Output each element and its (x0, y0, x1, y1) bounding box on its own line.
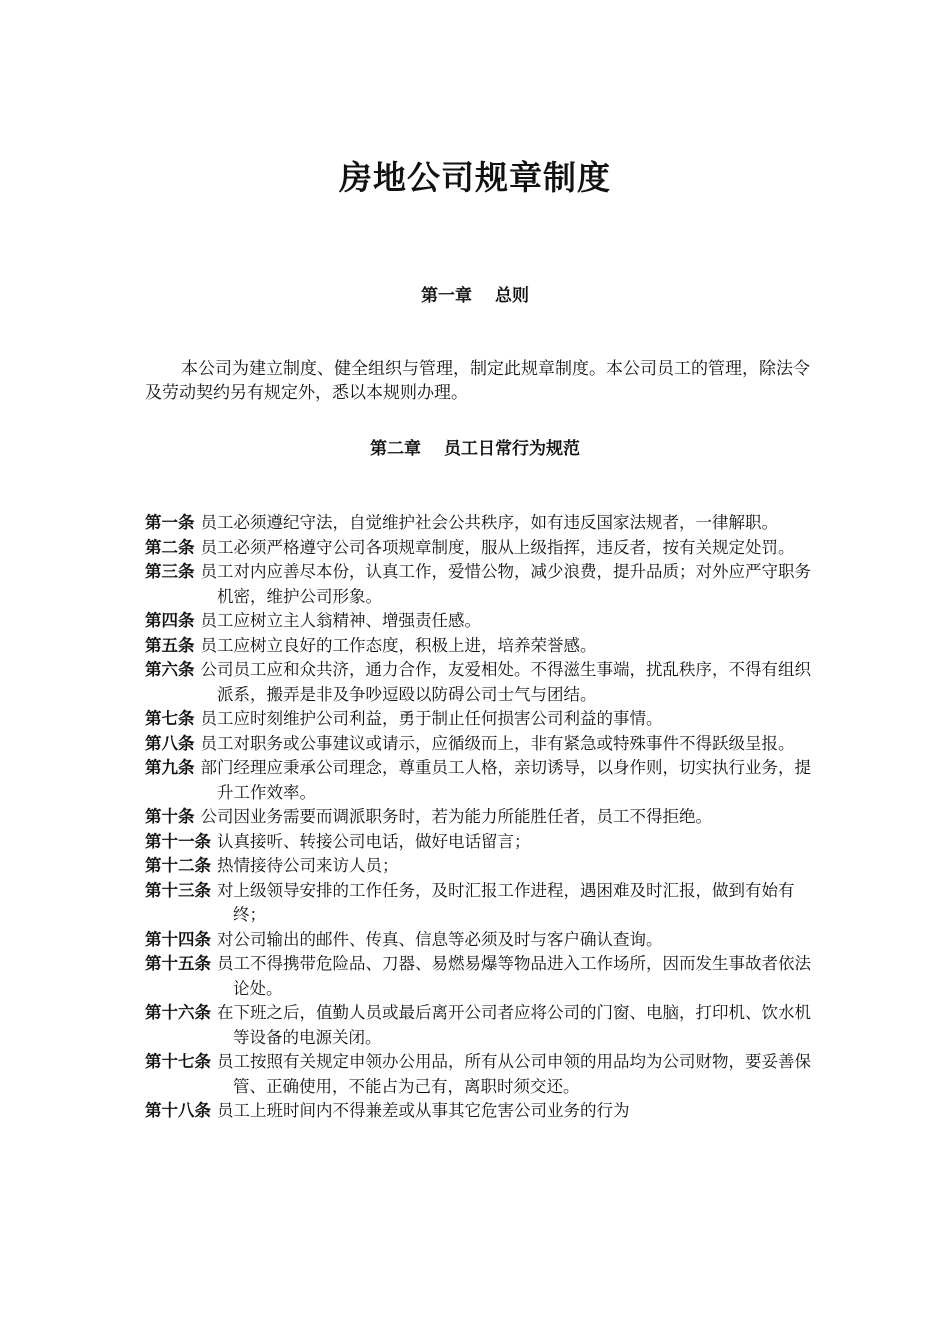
document-title: 房地公司规章制度 (339, 158, 611, 197)
article-label: 第十七条 (145, 1052, 211, 1071)
article-label: 第六条 (145, 660, 195, 679)
article-item (145, 854, 813, 879)
article-text: 热情接待公司来访人员； (217, 856, 399, 875)
article-text: 员工按照有关规定申领办公用品，所有从公司申领的用品均为公司财物，要妥善保管、正确使用，不能占为己有，离职时须交还。 (217, 1052, 811, 1096)
article-text: 员工对职务或公事建议或请示，应循级而上，非有紧急或特殊事件不得跃级呈报。 (200, 733, 795, 753)
article-item (145, 1001, 813, 1050)
article-item (145, 830, 813, 855)
article-text: 部门经理应秉承公司理念，尊重员工人格，亲切诱导，以身作则，切实执行业务，提升工作效率。 (200, 758, 811, 802)
article-item (145, 536, 813, 561)
article-text: 员工必须严格遵守公司各项规章制度，服从上级指挥，违反者，按有关规定处罚。 (200, 537, 795, 557)
article-item (145, 928, 813, 953)
article-item (145, 511, 813, 536)
article-item (145, 805, 813, 830)
article-item (145, 879, 813, 928)
article-item (145, 756, 813, 805)
article-text: 员工不得携带危险品、刀器、易燃易爆等物品进入工作场所，因而发生事故者依法论处。 (217, 954, 811, 998)
article-label: 第十四条 (145, 929, 211, 949)
article-item (145, 1099, 813, 1124)
article-label: 第七条 (145, 709, 195, 728)
article-text: 员工应树立良好的工作态度，积极上进，培养荣誉感。 (200, 635, 597, 655)
chapter-1-heading: 第一章 总则 (421, 286, 529, 306)
article-text: 员工必须遵纪守法，自觉维护社会公共秩序，如有违反国家法规者，一律解职。 (200, 513, 778, 532)
article-label: 第十三条 (145, 880, 211, 900)
article-text: 对公司输出的邮件、传真、信息等必须及时与客户确认查询。 (217, 929, 663, 949)
article-item (145, 1050, 813, 1099)
article-label: 第三条 (145, 562, 195, 581)
article-item (145, 707, 813, 732)
article-label: 第四条 (145, 611, 195, 630)
article-text: 公司因业务需要而调派职务时，若为能力所能胜任者，员工不得拒绝。 (200, 807, 712, 826)
article-item (145, 634, 813, 659)
article-text: 员工应时刻维护公司利益，勇于制止任何损害公司利益的事情。 (200, 709, 663, 728)
article-label: 第一条 (145, 513, 195, 532)
article-label: 第十六条 (145, 1003, 211, 1022)
article-label: 第十二条 (145, 856, 211, 875)
article-text: 对上级领导安排的工作任务，及时汇报工作进程，遇困难及时汇报，做到有始有终； (217, 880, 795, 924)
article-item (145, 609, 813, 634)
article-label: 第十五条 (145, 954, 211, 973)
article-text: 认真接听、转接公司电话，做好电话留言； (217, 831, 531, 851)
chapter-1-intro: 本公司为建立制度、健全组织与管理，制定此规章制度。本公司员工的管理，除法令及劳动契约另有规定外，悉以本规则办理。 (145, 359, 810, 403)
article-list (145, 511, 813, 1124)
article-text: 员工应树立主人翁精神、增强责任感。 (200, 611, 481, 630)
article-label: 第二条 (145, 537, 195, 557)
article-label: 第十八条 (145, 1101, 211, 1120)
article-item (145, 658, 813, 707)
article-text: 员工上班时间内不得兼差或从事其它危害公司业务的行为 (217, 1101, 630, 1120)
article-item (145, 952, 813, 1001)
article-text: 员工对内应善尽本份，认真工作，爱惜公物，减少浪费，提升品质；对外应严守职务机密，维护公司形象。 (200, 562, 811, 606)
article-label: 第五条 (145, 635, 195, 655)
article-label: 第九条 (145, 758, 195, 777)
article-item (145, 732, 813, 757)
article-label: 第十一条 (145, 831, 211, 851)
article-label: 第八条 (145, 733, 195, 753)
article-item (145, 560, 813, 609)
article-text: 公司员工应和众共济，通力合作，友爱相处。不得滋生事端，扰乱秩序，不得有组织派系，搬弄是非及争吵逗殴以防碍公司士气与团结。 (200, 660, 811, 704)
article-label: 第十条 (145, 807, 195, 826)
chapter-2-heading: 第二章 员工日常行为规范 (370, 439, 580, 459)
article-text: 在下班之后，值勤人员或最后离开公司者应将公司的门窗、电脑，打印机、饮水机等设备的电源关闭。 (217, 1003, 811, 1047)
